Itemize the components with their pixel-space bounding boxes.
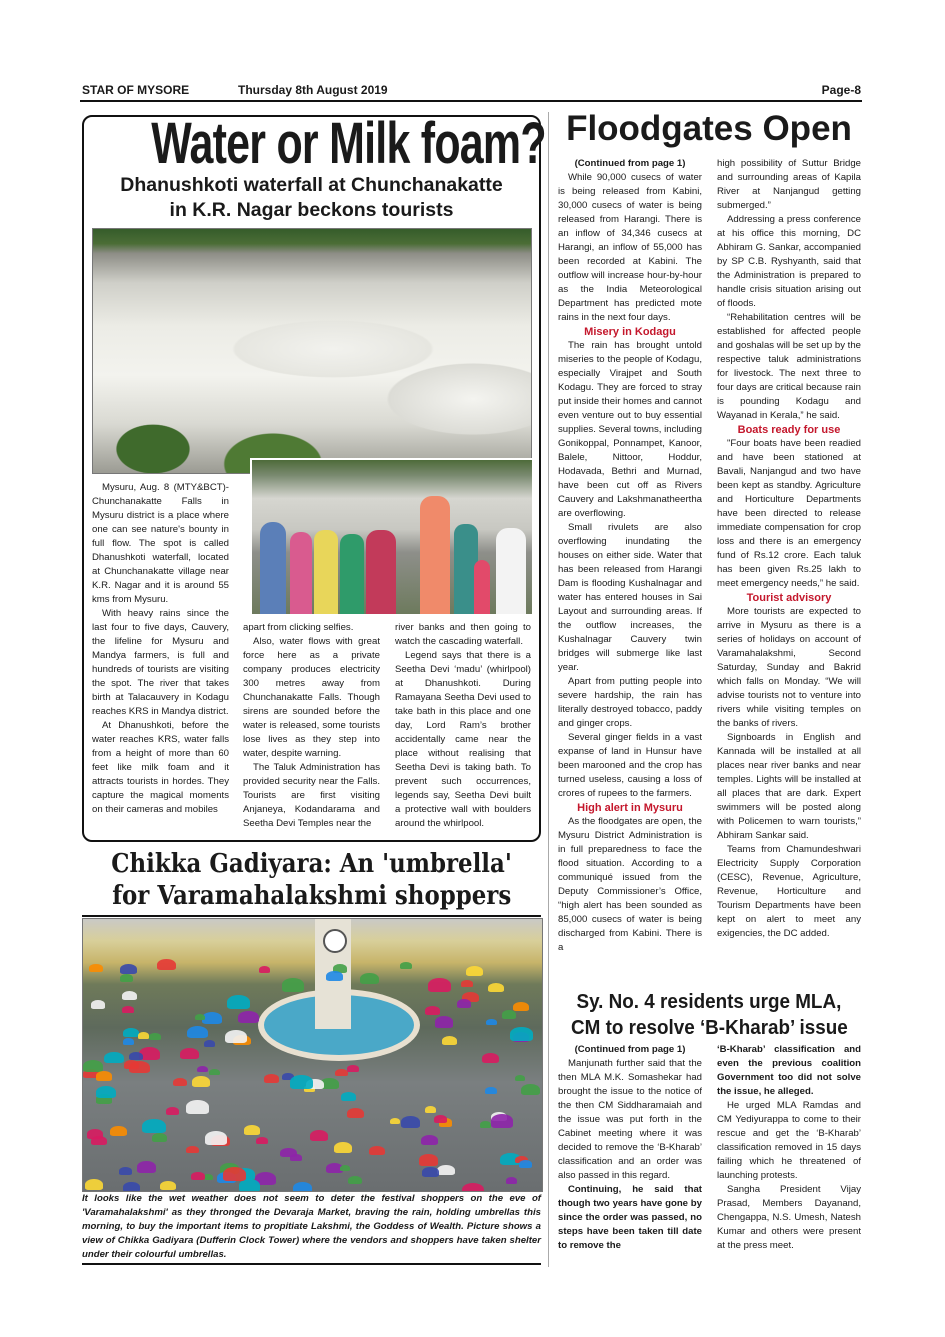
umbrella-mark — [369, 1146, 385, 1156]
umbrella-mark — [120, 964, 138, 975]
umbrella-mark — [488, 983, 504, 992]
bkharab-column-2 — [717, 1043, 861, 1269]
section-subheading: Boats ready for use — [737, 424, 841, 436]
article-paragraph: While 90,000 cusecs of water is being released from Kabini, 30,000 cusecs of water is being released from Harangi. There is an inflow of 34,346 cusecs at Harangi, an inflow of 55,000 has been recorded at Kabini. The outflow will increase hour-by-hour as the India Meteorological Department has predicted mote rains in the next four days. — [558, 172, 702, 323]
umbrella-mark — [259, 966, 271, 973]
article-paragraph: More tourists are expected to arrive in Mysuru as there is a series of holidays on account of Varamahalakshmi, Second Saturday, Sunday and Bakrid which falls on Monday. “We will advise tourists not to venture into rivers while visiting temples on the banks of rivers. — [717, 606, 861, 729]
waterfall-column-3 — [395, 621, 531, 833]
waterfall-subheadline — [82, 173, 541, 223]
umbrella-mark — [104, 1052, 124, 1064]
umbrella-mark — [422, 1167, 438, 1177]
umbrella-mark — [326, 971, 342, 981]
umbrella-mark — [510, 1027, 532, 1040]
article-paragraph: Small rivulets are also overflowing inundating the houses on either side. Water that has been released from Harangi Dam is flooding Kushalnagar and water has entered houses in Sai Layout and surrounding areas. If the outflow increases, the Kushalnagar Cauvery twin bridges will submerge like last year. — [558, 522, 702, 673]
person-figure — [366, 530, 396, 614]
umbrella-mark — [421, 1135, 438, 1145]
umbrella-mark — [347, 1065, 359, 1072]
umbrella-mark — [334, 1142, 352, 1153]
umbrella-mark — [428, 978, 452, 992]
article-paragraph: river banks and then going to watch the cascading waterfall. — [395, 622, 531, 647]
umbrella-mark — [160, 1181, 176, 1191]
umbrella-mark — [192, 1076, 210, 1087]
article-paragraph: apart from clicking selfies. — [243, 622, 354, 633]
umbrella-mark — [401, 1116, 420, 1128]
bkharab-column-1 — [558, 1043, 702, 1269]
umbrella-mark — [239, 1179, 260, 1192]
umbrella-mark — [462, 1183, 484, 1192]
umbrella-mark — [209, 1069, 220, 1076]
umbrella-mark — [515, 1075, 525, 1081]
page-number: Page-8 — [821, 83, 861, 97]
article-paragraph: With heavy rains since the last four to five days, Cauvery, the lifeline for Mysuru and Mandya farmers, is full and hundreds of tourists are visiting the spot. The river that takes birth at Talacauvery in Kodagu reaches KRS in Mandya district. — [92, 608, 229, 717]
person-figure — [314, 530, 338, 614]
person-figure — [260, 522, 286, 614]
tourists-group-photo — [250, 458, 534, 616]
article-paragraph: Teams from Chamundeshwari Electricity Supply Corporation (CESC), Revenue, Agriculture, Revenue, Horticulture and Tourism Departments have been kept on alert to meet any exigencies, the DC added. — [717, 844, 861, 939]
section-subheading: Tourist advisory — [746, 592, 832, 604]
article-paragraph: Several ginger fields in a vast expanse of land in Hunsur have been marooned and the crop has turned useless, causing a loss of crores of rupees to the farmers. — [558, 732, 702, 799]
umbrella-mark — [186, 1100, 208, 1113]
subheadline-line: Dhanushkoti waterfall at Chunchanakatte — [120, 174, 503, 196]
umbrella-mark — [197, 1066, 208, 1073]
masthead-rule — [80, 100, 862, 102]
person-figure — [496, 528, 526, 614]
umbrella-mark — [400, 962, 412, 969]
umbrella-mark — [205, 1131, 227, 1144]
umbrella-mark — [434, 1115, 447, 1123]
umbrella-mark — [491, 1114, 513, 1127]
umbrella-mark — [142, 1119, 165, 1133]
umbrella-mark — [461, 980, 473, 987]
waterfall-column-1 — [92, 481, 229, 833]
umbrella-mark — [435, 1016, 454, 1027]
article-paragraph: "Four boats have been readied and have been stationed at Bavali, Nanjangud and two have been kept as standby. Agriculture and Horticulture Departments have been directed to release immediate compensation for crop loss and there is an emergency fund of Rs.12 crore. Each taluk has been given Rs.25 lakh to meet emergency needs,” he said. — [717, 438, 861, 589]
article-paragraph: Addressing a press conference at his office this morning, DC Abhiram G. Sankar, accompanied by SP C.B. Ryshyanth, said that the Administration is prepared to handle crisis situation arising out of floods. — [717, 214, 861, 309]
umbrella-mark — [264, 1074, 279, 1083]
umbrella-mark — [238, 1011, 258, 1023]
subheadline-line: in K.R. Nagar beckons tourists — [169, 199, 454, 221]
umbrella-mark — [137, 1161, 156, 1173]
umbrella-mark — [166, 1107, 179, 1115]
article-paragraph: Also, water flows with great force here as a private company produces electricity 300 metres away from Chunchanakatte Falls. Though sirens are sounded before the water is released, some tourists lose lives as they step into water, despite warning. — [243, 636, 380, 759]
umbrella-mark — [347, 1108, 364, 1118]
umbrella-mark — [225, 1030, 247, 1043]
floodgates-column-1 — [558, 157, 702, 985]
article-paragraph: high possibility of Suttur Bridge and surrounding areas of Kapila River at Nanjangud getting submerged.” — [717, 158, 861, 211]
umbrella-mark — [442, 1036, 457, 1045]
newspaper-name: STAR OF MYSORE — [82, 83, 190, 97]
umbrella-mark — [425, 1106, 437, 1113]
umbrella-mark — [513, 1002, 529, 1012]
chikka-headline — [78, 848, 545, 912]
umbrella-mark — [457, 999, 472, 1008]
umbrella-mark — [152, 1133, 167, 1142]
umbrella-mark — [466, 966, 484, 977]
floodgates-headline: Floodgates Open — [566, 109, 852, 148]
umbrella-mark — [122, 991, 137, 1000]
article-paragraph: ‘B-Kharab’ classification and even the previous coalition Government too did not solve the issue, he alleged. — [717, 1044, 861, 1097]
clock-face-icon — [323, 929, 347, 953]
article-paragraph: The rain has brought untold miseries to the people of Kodagu, especially Virajpet and South Kodagu. They are forced to stray put inside their homes and cannot even venture out to buy essential supplies. Several towns, including Gonikoppal, Ponnampet, Kanoor, Balele, Nittoor, Hoddur, Hodavada, Bethri and Murnad, have been cut off as Rivers Cauvery and Lakshmanatheertha are overflowing. — [558, 340, 702, 519]
headline-line: Sy. No. 4 residents urge MLA, — [576, 990, 842, 1013]
umbrella-mark — [123, 1182, 139, 1192]
umbrella-mark — [521, 1084, 540, 1095]
umbrella-mark — [486, 1019, 496, 1025]
article-paragraph: “Rehabilitation centres will be established for affected people and goshalas will be set up by the respective taluk administrations for livestock. The next three to four days are critical because rain is pounding Kodagu and Wayanad in Kerala,” he said. — [717, 312, 861, 421]
umbrella-mark — [138, 1032, 149, 1038]
person-figure — [340, 534, 364, 614]
umbrella-mark — [123, 1038, 134, 1045]
umbrella-mark — [244, 1125, 261, 1135]
article-paragraph: Sangha President Vijay Prasad, Members Dayanand, Chengappa, N.S. Umesh, Natesh Kumar and others were present at the press meet. — [717, 1184, 861, 1251]
umbrella-mark — [85, 1179, 104, 1190]
umbrella-mark — [290, 1154, 301, 1161]
umbrella-mark — [290, 1075, 312, 1088]
issue-date: Thursday 8th August 2019 — [238, 83, 388, 97]
umbrella-mark — [191, 1172, 204, 1180]
umbrella-mark — [186, 1146, 198, 1153]
umbrella-mark — [506, 1177, 518, 1184]
umbrella-mark — [89, 964, 102, 972]
umbrella-mark — [480, 1121, 491, 1127]
umbrella-mark — [180, 1048, 200, 1060]
umbrella-mark — [204, 1040, 215, 1047]
umbrella-mark — [120, 974, 133, 982]
person-figure — [474, 560, 490, 614]
article-paragraph: Continuing, he said that though two years have gone by since the order was passed, no steps have been taken till date to remove the — [558, 1184, 702, 1251]
umbrella-mark — [187, 1026, 208, 1039]
umbrella-mark — [119, 1167, 132, 1175]
umbrella-mark — [157, 959, 176, 970]
headline-rule — [82, 915, 541, 917]
bkharab-headline — [556, 989, 862, 1041]
umbrella-mark — [348, 1176, 362, 1184]
umbrella-mark — [419, 1154, 438, 1165]
umbrella-mark — [195, 1014, 206, 1020]
umbrella-mark — [173, 1078, 187, 1087]
article-paragraph: The Taluk Administration has provided security near the Falls. Tourists are first visiting Anjaneya, Kodandarama and Seetha Devi Temples near the — [243, 762, 380, 829]
headline-line: Chikka Gadiyara: An 'umbrella' — [111, 849, 512, 879]
market-clock-tower-photo — [82, 918, 543, 1192]
waterfall-headline: Water or Milk foam? — [151, 111, 546, 176]
umbrella-mark — [502, 1010, 516, 1019]
umbrella-mark — [96, 1086, 116, 1098]
photo-caption: It looks like the wet weather does not seem to deter the festival shoppers on the eve of 'Varamahalakshmi' as they thronged the Devaraja Market, braving the rain, holding umbrellas this morning, to buy the important items to propitiate Lakshmi, the Goddess of Wealth. Picture shows a view of Chikka Gadiyara (Dufferin Clock Tower) where the vendors and shoppers have taken shelter under their colourful umbrellas. — [82, 1193, 541, 1260]
article-paragraph: Apart from putting people into severe hardship, the rain has literally destroyed tobacco, paddy and ginger crops. — [558, 676, 702, 729]
umbrella-mark — [425, 1006, 440, 1015]
continued-note: (Continued from page 1) — [574, 158, 686, 169]
umbrella-mark — [341, 1092, 356, 1101]
umbrella-mark — [223, 1167, 246, 1181]
person-figure — [420, 496, 450, 614]
umbrella-mark — [282, 978, 304, 991]
umbrella-mark — [91, 1000, 105, 1008]
umbrella-mark — [482, 1053, 499, 1063]
umbrella-mark — [519, 1160, 532, 1168]
umbrella-mark — [335, 1069, 347, 1076]
umbrella-mark — [124, 1060, 139, 1069]
article-paragraph: Mysuru, Aug. 8 (MTY&BCT)- Chunchanakatte Falls in Mysuru district is a place where one can see nature's bounty in full flow. The spot is called Dhanushkoti waterfall, located at Chunchanakatte village near K.R. Nagar and it is around 55 kms from Mysuru. — [92, 482, 229, 605]
umbrella-mark — [122, 1006, 134, 1013]
umbrella-mark — [91, 1136, 107, 1146]
umbrella-mark — [360, 973, 379, 984]
article-paragraph: Signboards in English and Kannada will be installed at all places near river banks and near temples. Lights will be installed at all places that are dark. Expert swimmers will be posted along with Policemen to warn tourists,” Abhiram Sankar said. — [717, 732, 861, 841]
waterfall-photo — [92, 228, 532, 474]
umbrella-mark — [340, 1165, 350, 1171]
umbrella-mark — [227, 995, 250, 1009]
umbrella-mark — [110, 1126, 126, 1136]
section-subheading: Misery in Kodagu — [584, 326, 676, 338]
continued-note: (Continued from page 1) — [574, 1044, 686, 1055]
umbrella-mark — [123, 1028, 139, 1038]
article-paragraph: Manjunath further said that the then MLA M.K. Somashekar had brought the issue to the notice of the then CM Siddharamaiah and the issue was put forth in the Cabinet meeting where it was decided to remove the ‘B-Kharab’ classification and an order was also passed in this regard. — [558, 1058, 702, 1181]
headline-line: CM to resolve ‘B-Kharab’ issue — [570, 1016, 848, 1039]
waterfall-column-2 — [243, 621, 380, 833]
headline-line: for Varamahalakshmi shoppers — [112, 881, 511, 911]
umbrella-mark — [149, 1033, 161, 1040]
floodgates-column-2 — [717, 157, 861, 985]
umbrella-mark — [293, 1182, 312, 1192]
caption-rule — [82, 1263, 541, 1265]
umbrella-mark — [437, 1165, 455, 1176]
article-paragraph: At Dhanushkoti, before the water reaches KRS, water falls from a height of more than 60 feet like milk foam and it attracts tourists in hordes. They capture the magical moments on their cameras and mobiles — [92, 720, 229, 815]
umbrella-mark — [390, 1118, 400, 1124]
article-paragraph: He urged MLA Ramdas and CM Yediyurappa to come to their rescue and get the ‘B-Kharab’ classification removed in 15 days failing which he threatened of launching protests. — [717, 1100, 861, 1181]
section-subheading: High alert in Mysuru — [577, 802, 683, 814]
umbrella-mark — [96, 1071, 112, 1081]
person-figure — [290, 532, 312, 614]
umbrella-mark — [310, 1130, 328, 1141]
column-divider — [548, 112, 549, 1267]
article-paragraph: Legend says that there is a Seetha Devi ‘madu’ (whirlpool) at Dhanushkoti. During Ramayana Seetha Devi used to take bath in this place and one day, Lord Ram’s brother accidentally came near the place without realising that Seetha Devi is taking bath. To prevent such occurrences, legends say, Seetha Devi built a protective wall with boulders around the whirlpool. — [395, 650, 531, 829]
umbrella-mark — [256, 1137, 268, 1144]
article-paragraph: As the floodgates are open, the Mysuru District Administration is in full preparedness to face the flood situation. According to a communiqué issued from the Deputy Commissioner’s Office, “high alert has been sounded as 85,000 cusecs of water is being discharged from Kabini. There is a — [558, 816, 702, 953]
umbrella-mark — [485, 1087, 496, 1094]
